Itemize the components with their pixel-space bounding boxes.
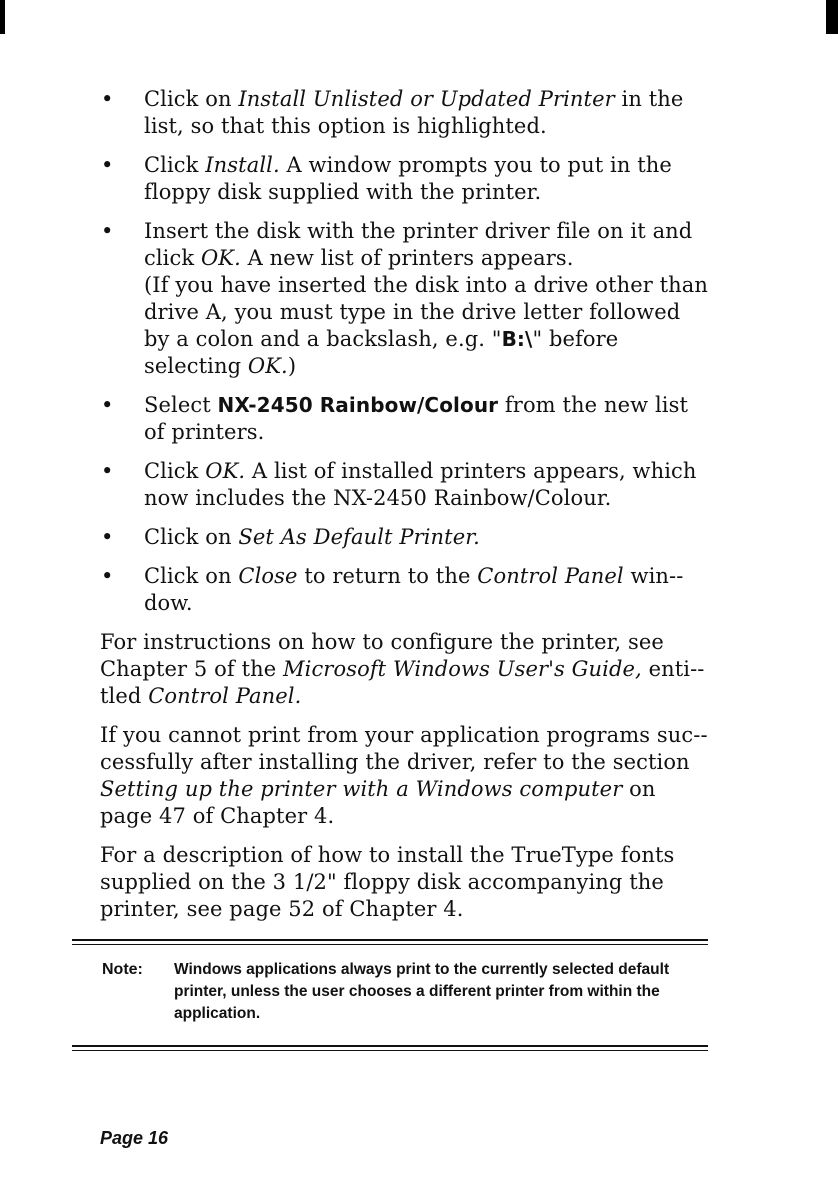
- text-run: ): [287, 354, 297, 378]
- emphasis-text: OK.: [205, 459, 246, 483]
- emphasis-text: Control Panel.: [148, 684, 302, 708]
- text-run: Click on: [144, 87, 239, 111]
- note-body: [72, 945, 708, 1045]
- text-run: win-dow.: [144, 564, 684, 615]
- text-run: Click: [144, 153, 206, 177]
- bullet-text: [144, 218, 712, 380]
- bullet-dot-icon: •: [101, 525, 114, 549]
- bullet-item: [100, 524, 712, 551]
- text-run: " before selecting: [144, 327, 619, 378]
- text-run: Insert the disk with the printer driver file on it and click: [144, 219, 693, 270]
- text-run: For instructions on how to configure the printer, see Chapter 5 of the: [100, 630, 664, 681]
- note-box: [72, 939, 708, 1051]
- text-run: Select: [144, 393, 218, 417]
- bullet-text: [144, 152, 712, 206]
- emphasis-text: Install.: [205, 153, 280, 177]
- text-run: If you cannot print from your application programs suc-cessfully after installing the driver, refer to the section: [100, 723, 708, 774]
- bullet-dot-icon: •: [101, 153, 114, 177]
- bullet-item: [100, 218, 712, 380]
- bullet-item: [100, 458, 712, 512]
- text-run: A new list of printers appears.: [240, 246, 574, 270]
- emphasis-text: Set As Default Printer.: [238, 525, 480, 549]
- text-run: Click on: [144, 525, 239, 549]
- text-run: enti-tled: [100, 657, 705, 708]
- bullet-dot-icon: •: [101, 87, 114, 111]
- bullet-item: [100, 86, 712, 140]
- emphasis-text: Control Panel: [477, 564, 624, 588]
- bullet-dot-icon: •: [101, 564, 114, 588]
- emphasis-text: Close: [238, 564, 298, 588]
- bullet-dot-icon: •: [101, 393, 114, 417]
- bullet-text: [144, 392, 712, 446]
- page-content: [100, 86, 712, 935]
- bullet-item: [100, 392, 712, 446]
- bold-text: B:\: [501, 327, 533, 351]
- bullet-text: [144, 86, 712, 140]
- emphasis-text: OK.: [200, 246, 241, 270]
- note-text: Windows applications always print to the currently selected default printer, unless the user chooses a different printer from within the application.: [174, 961, 670, 1022]
- page-number: Page 16: [100, 1128, 169, 1148]
- body-paragraph: [100, 722, 712, 830]
- body-paragraphs: [100, 629, 712, 923]
- bullet-text: [144, 524, 712, 551]
- note-bottom-rule: [72, 1045, 708, 1051]
- emphasis-text: Microsoft Windows User's Guide,: [283, 657, 642, 681]
- text-run: in the list, so that this option is highlighted.: [144, 87, 684, 138]
- text-run: (If you have inserted the disk into a drive other than drive A, you must type in the drive letter followed by a colon and a backslash, e.g. ": [144, 273, 709, 351]
- emphasis-text: Setting up the printer with a Windows computer: [100, 777, 623, 801]
- body-paragraph: [100, 629, 712, 710]
- bold-text: NX-2450 Rainbow/Colour: [217, 393, 499, 417]
- scan-edge-mark-left: [0, 0, 5, 34]
- bullet-item: [100, 152, 712, 206]
- emphasis-text: Install Unlisted or Updated Printer: [238, 87, 615, 111]
- text-run: on page 47 of Chapter 4.: [100, 777, 656, 828]
- text-run: For a description of how to install the TrueType fonts supplied on the 3 1/2" floppy disk accompanying the printer, see page 52 of Chapter 4.: [100, 843, 675, 921]
- text-run: to return to the: [297, 564, 478, 588]
- text-run: A window prompts you to put in the floppy disk supplied with the printer.: [144, 153, 672, 204]
- bullet-text: [144, 563, 712, 617]
- body-paragraph: [100, 842, 712, 923]
- text-run: Click on: [144, 564, 239, 588]
- text-run: A list of installed printers appears, which now includes the NX-2450 Rainbow/Colour.: [144, 459, 697, 510]
- note-label: Note:: [102, 961, 143, 978]
- text-run: from the new list of printers.: [144, 393, 688, 444]
- instruction-bullet-list: [100, 86, 712, 617]
- emphasis-text: OK.: [247, 354, 288, 378]
- bullet-item: [100, 563, 712, 617]
- scan-edge-mark-right: [826, 0, 838, 34]
- bullet-dot-icon: •: [101, 219, 114, 243]
- bullet-text: [144, 458, 712, 512]
- bullet-dot-icon: •: [101, 459, 114, 483]
- text-run: Click: [144, 459, 206, 483]
